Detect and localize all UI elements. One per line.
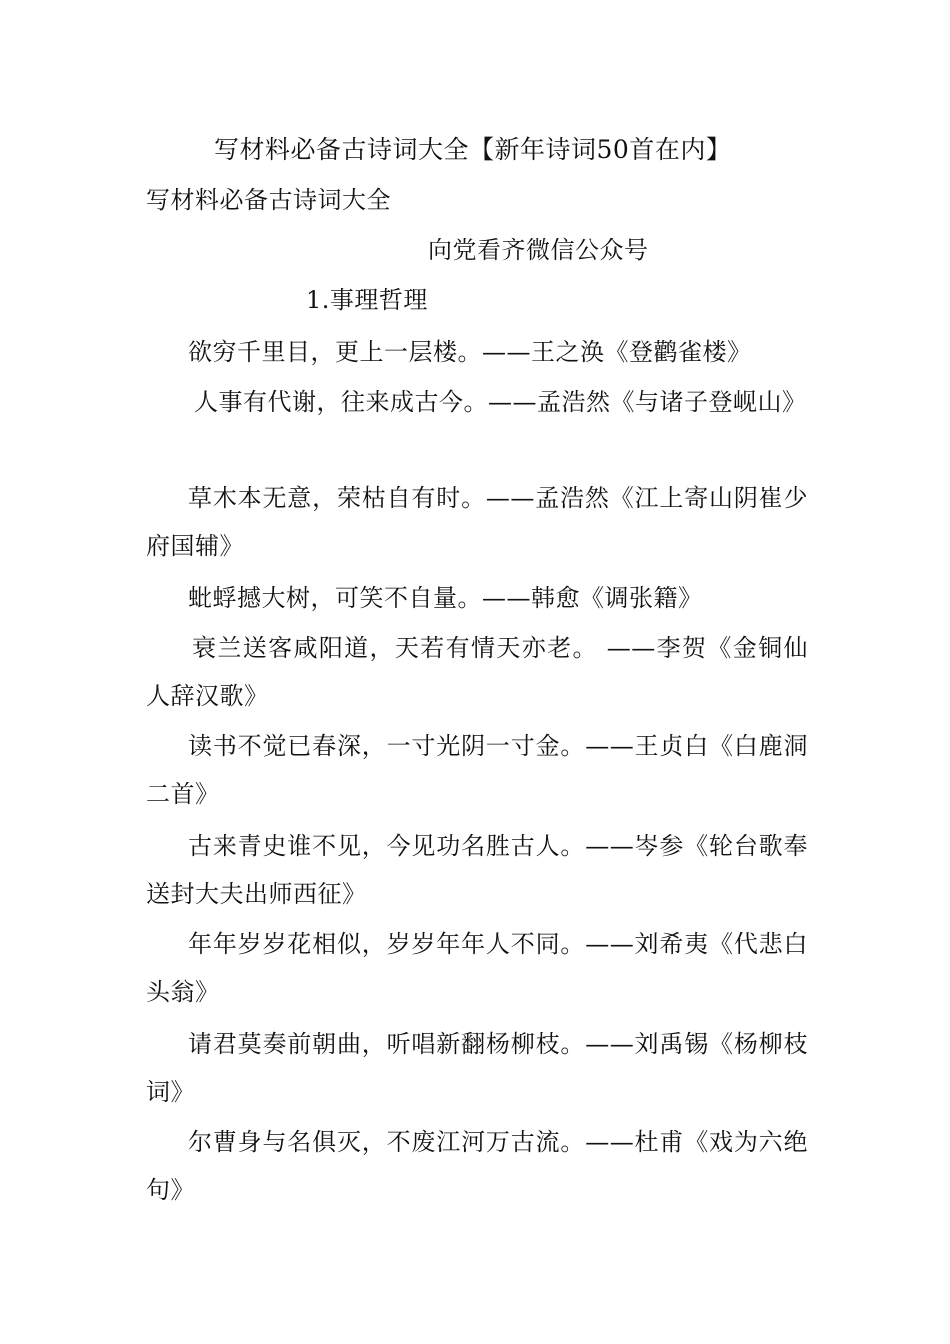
section-heading: 1.事理哲理 [306, 286, 428, 314]
poem-quote: 人事有代谢，往来成古今。——孟浩然《与诸子登岘山》 [194, 388, 807, 416]
document-title: 写材料必备古诗词大全【新年诗词50首在内】 [214, 135, 732, 164]
poem-quote: 古来青史谁不见，今见功名胜古人。——岑参《轮台歌奉送封大夫出师西征》 [146, 832, 808, 908]
poem-quote: 年年岁岁花相似，岁岁年年人不同。——刘希夷《代悲白头翁》 [146, 930, 808, 1006]
source-line: 向党看齐微信公众号 [428, 236, 649, 264]
document-subtitle: 写材料必备古诗词大全 [146, 186, 391, 214]
poem-quote: 衰兰送客咸阳道，天若有情天亦老。 ——李贺《金铜仙人辞汉歌》 [146, 634, 808, 710]
poem-quote: 草木本无意，荣枯自有时。——孟浩然《江上寄山阴崔少府国辅》 [146, 484, 808, 560]
poem-quote: 蚍蜉撼大树，可笑不自量。——韩愈《调张籍》 [188, 584, 703, 612]
poem-quote: 请君莫奏前朝曲，听唱新翻杨柳枝。——刘禹锡《杨柳枝词》 [146, 1030, 808, 1106]
poem-quote: 欲穷千里目，更上一层楼。——王之涣《登鹳雀楼》 [188, 338, 752, 366]
poem-quote: 读书不觉已春深，一寸光阴一寸金。——王贞白《白鹿洞二首》 [146, 732, 808, 808]
poem-quote: 尔曹身与名俱灭，不废江河万古流。——杜甫《戏为六绝句》 [146, 1128, 808, 1204]
